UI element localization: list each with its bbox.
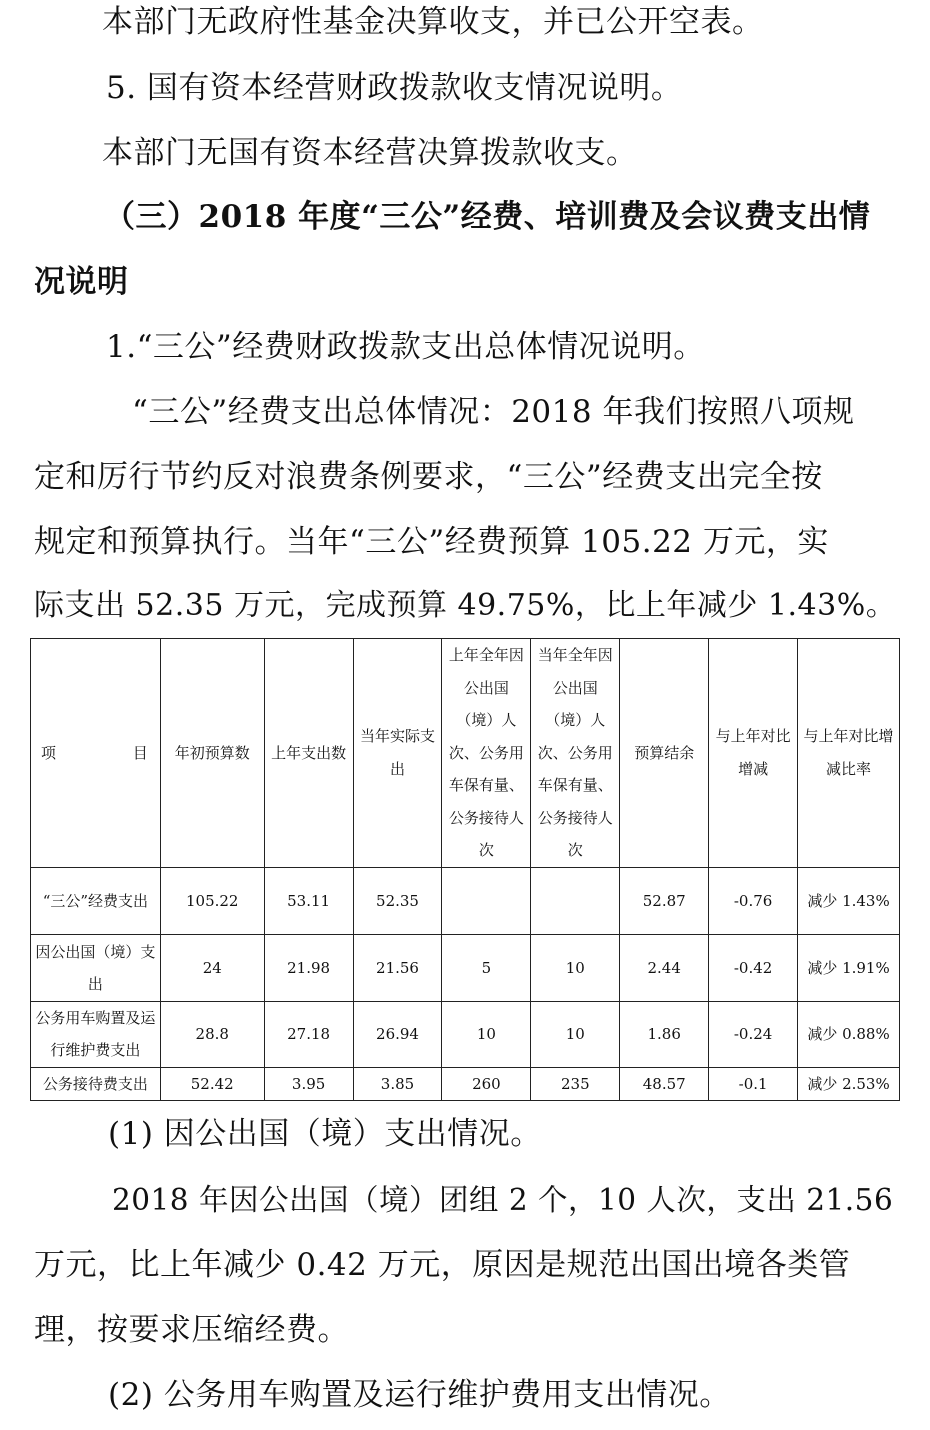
cell-change: -0.42 xyxy=(709,934,798,1001)
row-item: “三公”经费支出 xyxy=(31,867,161,934)
header-budget: 年初预算数 xyxy=(160,639,264,868)
cell-last-year: 3.95 xyxy=(264,1067,353,1100)
table-header-row xyxy=(31,639,900,868)
table-row xyxy=(31,1001,900,1067)
section-heading: 况说明 xyxy=(34,264,129,300)
header-last-year: 上年支出数 xyxy=(264,639,353,868)
cell-change: -0.24 xyxy=(709,1001,798,1067)
cell-this-year-count xyxy=(531,867,620,934)
cell-change-rate: 减少 1.91% xyxy=(798,934,900,1001)
paragraph-line: 规定和预算执行。当年“三公”经费预算 105.22 万元，实 xyxy=(34,524,829,560)
cell-actual: 26.94 xyxy=(353,1001,442,1067)
paragraph-line: 定和厉行节约反对浪费条例要求，“三公”经费支出完全按 xyxy=(34,459,823,495)
table-row xyxy=(31,1067,900,1100)
cell-this-year-count: 10 xyxy=(531,1001,620,1067)
header-item: 项 目 xyxy=(31,639,161,868)
cell-change: -0.76 xyxy=(709,867,798,934)
header-balance: 预算结余 xyxy=(620,639,709,868)
paragraph-line: 际支出 52.35 万元，完成预算 49.75%，比上年减少 1.43%。 xyxy=(34,588,897,623)
cell-change-rate: 减少 2.53% xyxy=(798,1067,900,1100)
expense-table xyxy=(30,638,900,1101)
cell-change: -0.1 xyxy=(709,1067,798,1100)
cell-last-year: 27.18 xyxy=(264,1001,353,1067)
header-actual: 当年实际支出 xyxy=(353,639,442,868)
table-row xyxy=(31,934,900,1001)
cell-last-year: 53.11 xyxy=(264,867,353,934)
header-change: 与上年对比增减 xyxy=(709,639,798,868)
cell-balance: 52.87 xyxy=(620,867,709,934)
paragraph-line: 理，按要求压缩经费。 xyxy=(34,1312,349,1348)
cell-change-rate: 减少 0.88% xyxy=(798,1001,900,1067)
section-heading: 5. 国有资本经营财政拨款收支情况说明。 xyxy=(106,70,683,106)
cell-last-year-count xyxy=(442,867,531,934)
cell-budget: 28.8 xyxy=(160,1001,264,1067)
cell-actual: 3.85 xyxy=(353,1067,442,1100)
cell-actual: 52.35 xyxy=(353,867,442,934)
cell-balance: 2.44 xyxy=(620,934,709,1001)
row-item: 公务接待费支出 xyxy=(31,1067,161,1100)
paragraph-line: 本部门无政府性基金决算收支，并已公开空表。 xyxy=(102,4,764,40)
paragraph-line: 万元，比上年减少 0.42 万元，原因是规范出国出境各类管 xyxy=(34,1247,851,1283)
section-heading: (1) 因公出国（境）支出情况。 xyxy=(108,1116,542,1152)
table-row xyxy=(31,867,900,934)
section-heading: 1.“三公”经费财政拨款支出总体情况说明。 xyxy=(106,329,705,365)
cell-budget: 52.42 xyxy=(160,1067,264,1100)
cell-actual: 21.56 xyxy=(353,934,442,1001)
cell-last-year-count: 5 xyxy=(442,934,531,1001)
row-item: 公务用车购置及运行维护费支出 xyxy=(31,1001,161,1067)
cell-last-year: 21.98 xyxy=(264,934,353,1001)
header-this-year-count: 当年全年因公出国（境）人次、公务用车保有量、公务接待人次 xyxy=(531,639,620,868)
cell-balance: 48.57 xyxy=(620,1067,709,1100)
cell-last-year-count: 260 xyxy=(442,1067,531,1100)
section-heading: (2) 公务用车购置及运行维护费用支出情况。 xyxy=(108,1377,731,1413)
header-last-year-count: 上年全年因公出国（境）人次、公务用车保有量、公务接待人次 xyxy=(442,639,531,868)
cell-budget: 24 xyxy=(160,934,264,1001)
paragraph-line: 2018 年因公出国（境）团组 2 个，10 人次，支出 21.56 xyxy=(112,1183,894,1217)
row-item: 因公出国（境）支出 xyxy=(31,934,161,1001)
paragraph-line: 本部门无国有资本经营决算拨款收支。 xyxy=(102,135,638,171)
cell-balance: 1.86 xyxy=(620,1001,709,1067)
cell-this-year-count: 10 xyxy=(531,934,620,1001)
cell-this-year-count: 235 xyxy=(531,1067,620,1100)
cell-change-rate: 减少 1.43% xyxy=(798,867,900,934)
cell-last-year-count: 10 xyxy=(442,1001,531,1067)
cell-budget: 105.22 xyxy=(160,867,264,934)
header-change-rate: 与上年对比增减比率 xyxy=(798,639,900,868)
section-heading: （三）2018 年度“三公”经费、培训费及会议费支出情 xyxy=(104,199,871,235)
paragraph-line: “三公”经费支出总体情况：2018 年我们按照八项规 xyxy=(132,394,855,430)
